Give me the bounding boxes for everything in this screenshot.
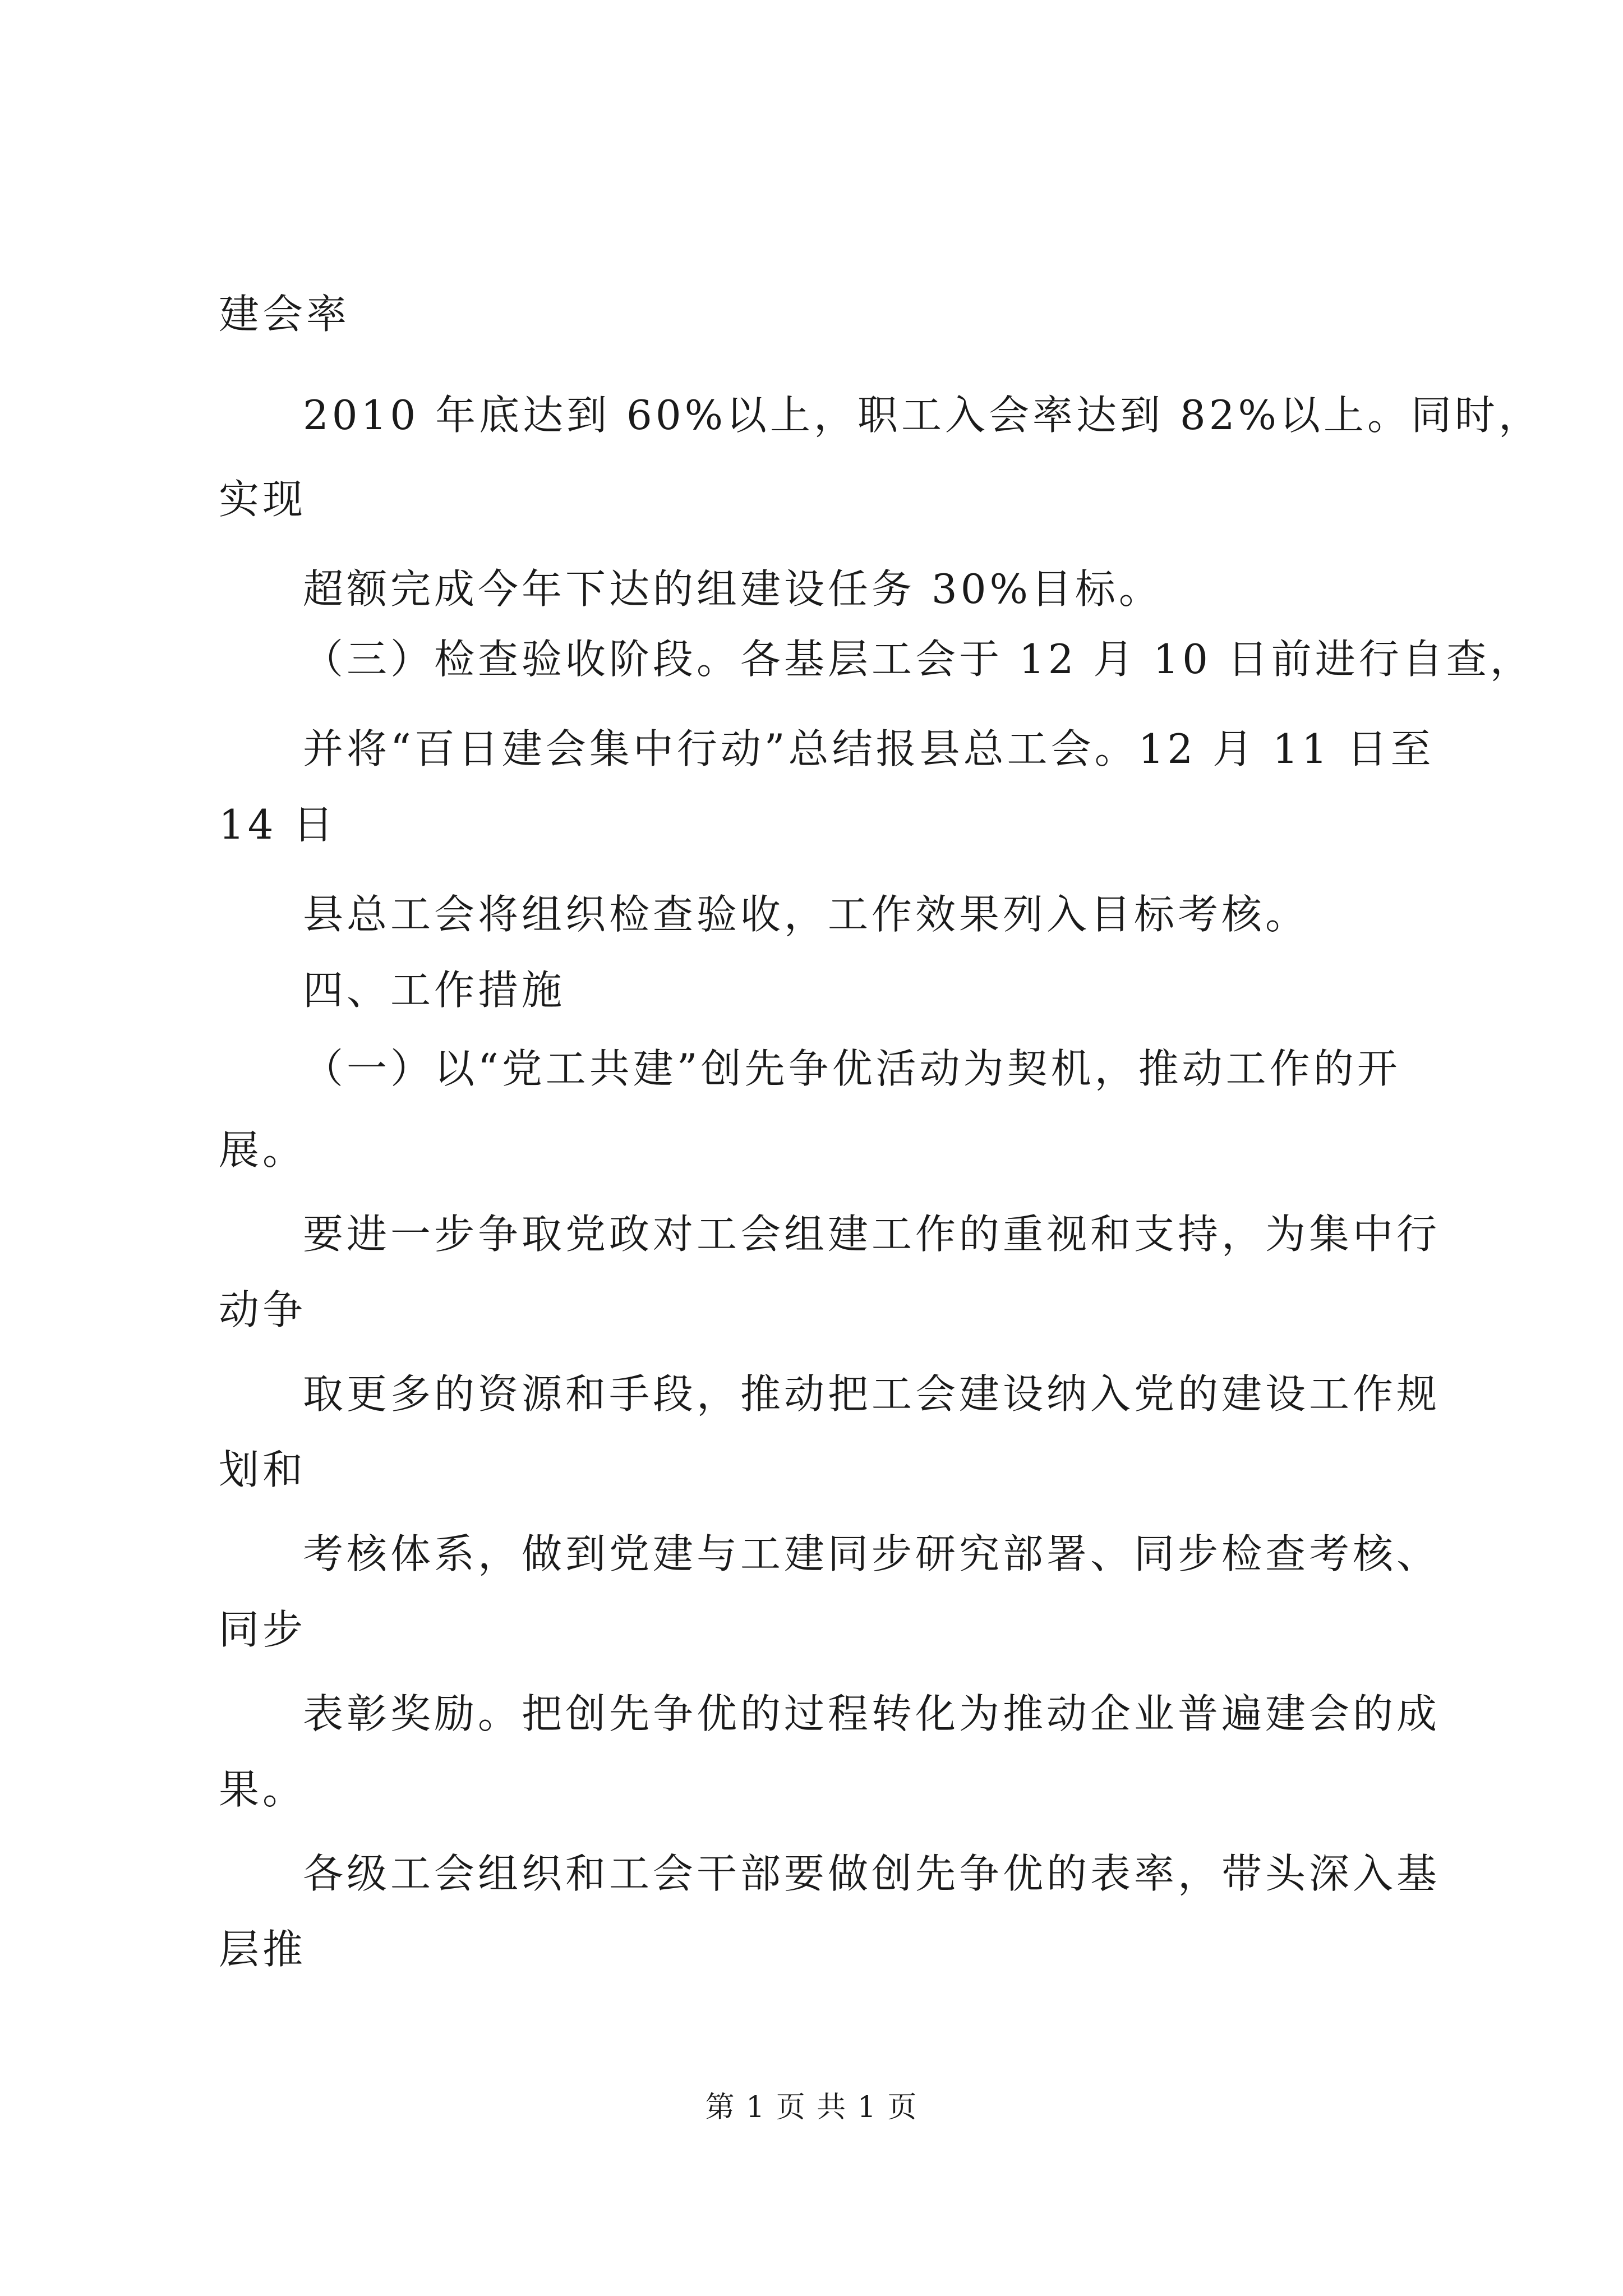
- text-line: 考核体系，做到党建与工建同步研究部署、同步检查考核、: [303, 1530, 1441, 1577]
- page-footer: 第 1 页 共 1 页: [705, 2091, 918, 2124]
- text-line: 表彰奖励。把创先争优的过程转化为推动企业普遍建会的成: [303, 1690, 1441, 1737]
- text-line: 各级工会组织和工会干部要做创先争优的表率，带头深入基: [303, 1850, 1441, 1897]
- text-line: 层推: [219, 1926, 307, 1973]
- text-line: 建会率: [219, 291, 351, 338]
- text-line: 要进一步争取党政对工会组建工作的重视和支持，为集中行: [303, 1211, 1441, 1258]
- text-line: 同步: [219, 1606, 307, 1653]
- text-line: 2010 年底达到 60%以上，职工入会率达到 82%以上。同时，: [303, 392, 1542, 439]
- text-line: 超额完成今年下达的组建设任务 30%目标。: [303, 565, 1163, 613]
- text-line: （三）检查验收阶段。各基层工会于 12 月 10 日前进行自查，: [303, 636, 1534, 683]
- text-line: 果。: [219, 1766, 307, 1813]
- text-line: 14 日: [219, 801, 337, 848]
- text-line: （一）以“党工共建”创先争优活动为契机，推动工作的开: [303, 1045, 1401, 1092]
- text-line: 县总工会将组织检查验收，工作效果列入目标考核。: [303, 891, 1310, 938]
- section-heading: 四、工作措施: [303, 967, 566, 1014]
- text-line: 划和: [219, 1446, 307, 1493]
- text-line: 动争: [219, 1286, 307, 1333]
- text-line: 取更多的资源和手段，推动把工会建设纳入党的建设工作规: [303, 1370, 1441, 1418]
- text-line: 展。: [219, 1126, 307, 1174]
- text-line: 实现: [219, 476, 307, 523]
- text-line: 并将“百日建会集中行动”总结报县总工会。12 月 11 日至: [303, 725, 1435, 772]
